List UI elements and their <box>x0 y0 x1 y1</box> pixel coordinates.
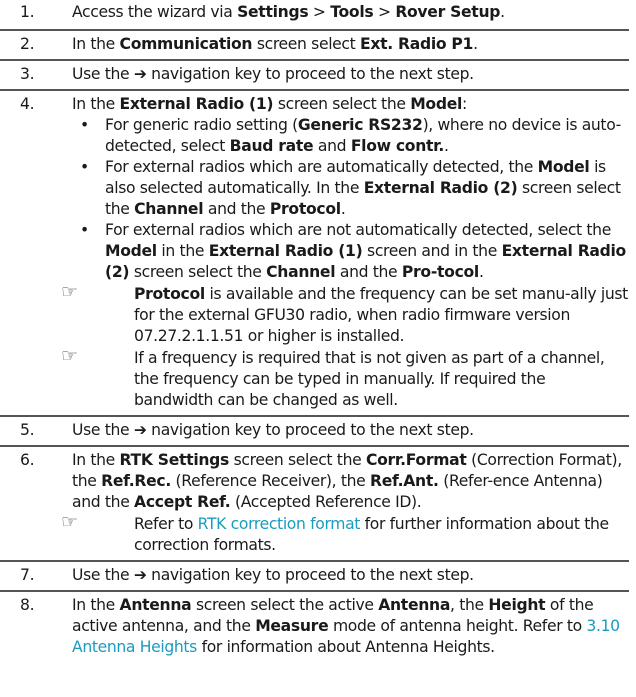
text-segment: . <box>473 35 478 53</box>
text-segment: In the <box>72 451 120 469</box>
step-body <box>72 565 628 586</box>
ui-term: Pro-tocol <box>401 263 479 281</box>
bullet-item <box>72 157 628 220</box>
text-segment: navigation key to proceed to the next step. <box>146 65 474 83</box>
text-segment: (Refer-ence Antenna) and the <box>72 472 603 511</box>
text-segment: , the <box>450 596 489 614</box>
text-segment: Use the <box>72 65 134 83</box>
bullet-icon: • <box>80 221 89 239</box>
step-text <box>72 94 628 115</box>
text-segment: For external radios which are automatically detected, the <box>105 158 538 176</box>
text-segment: navigation key to proceed to the next step. <box>146 566 474 584</box>
text-segment: (Reference Receiver), the <box>170 472 371 490</box>
ui-term: External Radio (1) <box>119 95 274 113</box>
ui-term: Corr.Format <box>365 451 467 469</box>
ui-term: Channel <box>266 263 336 281</box>
ui-term: Antenna <box>119 596 192 614</box>
step-text <box>72 450 628 513</box>
cross-reference-link[interactable]: RTK correction format <box>197 515 361 533</box>
ui-term: Baud rate <box>229 137 314 155</box>
bullet-list <box>72 115 628 283</box>
step-number: 5. <box>20 421 35 439</box>
text-segment: In the <box>72 596 120 614</box>
text-segment: screen select the <box>229 451 366 469</box>
text-segment: In the <box>72 95 120 113</box>
step-text <box>72 595 628 658</box>
step-number: 1. <box>20 3 35 21</box>
arrow-right-icon: ➔ <box>133 65 147 83</box>
ui-term: Protocol <box>269 200 341 218</box>
ui-term: Ref.Rec. <box>101 472 171 490</box>
step-body <box>61 94 628 411</box>
step-body <box>72 2 628 23</box>
text-segment: mode of antenna height. Refer to <box>328 617 587 635</box>
step-number: 4. <box>20 95 35 113</box>
text-segment: and the <box>203 200 270 218</box>
step-row <box>0 445 629 560</box>
text-segment: for further information about the correction formats. <box>134 515 609 554</box>
text-segment: screen select the <box>105 179 621 218</box>
text-segment: . <box>500 3 505 21</box>
text-segment: > <box>373 3 396 21</box>
text-segment: screen and in the <box>362 242 502 260</box>
step-row <box>0 590 629 662</box>
step-number: 6. <box>20 451 35 469</box>
text-segment: screen select the <box>273 95 411 113</box>
step-number: 8. <box>20 596 35 614</box>
ui-term: Flow contr. <box>350 137 444 155</box>
ui-term: Communication <box>119 35 253 53</box>
step-text <box>72 2 628 23</box>
pointing-hand-icon: ☞ <box>61 281 78 303</box>
text-segment: (Correction Format), the <box>72 451 622 490</box>
text-segment: navigation key to proceed to the next step. <box>146 421 474 439</box>
ui-term: Tools <box>330 3 374 21</box>
ui-term: Ref.Ant. <box>370 472 439 490</box>
step-text <box>72 420 628 441</box>
ui-term: Channel <box>134 200 204 218</box>
pointing-hand-icon: ☞ <box>61 511 78 533</box>
note <box>61 511 628 556</box>
ui-term: RTK Settings <box>119 451 230 469</box>
text-segment: and <box>313 137 351 155</box>
step-row <box>0 89 629 415</box>
text-segment: of the active antenna, and the <box>72 596 594 635</box>
ui-term: Model <box>537 158 590 176</box>
text-segment: In the <box>72 35 120 53</box>
step-body <box>61 450 628 556</box>
text-segment: . <box>478 263 484 281</box>
ui-term: Generic RS232 <box>297 116 423 134</box>
step-text <box>72 34 628 55</box>
ui-term: Measure <box>255 617 329 635</box>
bullet-item <box>72 220 628 283</box>
ui-term: Model <box>410 95 463 113</box>
text-segment: and the <box>335 263 402 281</box>
step-body <box>72 420 628 441</box>
note <box>61 345 628 411</box>
ui-term: Model <box>105 242 157 260</box>
ui-term: External Radio (2) <box>105 242 626 281</box>
text-segment: screen select the active <box>191 596 379 614</box>
step-number: 2. <box>20 35 35 53</box>
arrow-right-icon: ➔ <box>133 566 147 584</box>
text-segment: (Accepted Reference ID). <box>230 493 422 511</box>
text-segment: For generic radio setting ( <box>105 116 298 134</box>
text-segment: is available and the frequency can be set manu-ally just for the external GFU30 radio, when radio firmware version 07.27.2.1.1.51 or higher is installed. <box>134 285 628 345</box>
text-segment: ), where no device is auto-detected, select <box>105 116 621 155</box>
ui-term: Ext. Radio P1 <box>360 35 474 53</box>
step-number: 3. <box>20 65 35 83</box>
text-segment: screen select <box>252 35 361 53</box>
step-row <box>0 560 629 590</box>
ui-term: Antenna <box>378 596 451 614</box>
note <box>61 281 628 347</box>
ui-term: Protocol <box>134 285 205 303</box>
step-row <box>0 0 629 29</box>
pointing-hand-icon: ☞ <box>61 345 78 367</box>
text-segment: Access the wizard via <box>72 3 238 21</box>
text-segment: > <box>308 3 331 21</box>
step-body <box>72 64 628 85</box>
text-segment: Use the <box>72 566 134 584</box>
step-row <box>0 415 629 445</box>
text-segment: in the <box>156 242 209 260</box>
arrow-right-icon: ➔ <box>133 421 147 439</box>
text-segment: Use the <box>72 421 134 439</box>
ui-term: External Radio (2) <box>363 179 518 197</box>
step-body <box>72 595 628 658</box>
step-row <box>0 29 629 59</box>
text-segment: For external radios which are not automatically detected, select the <box>105 221 611 239</box>
text-segment: : <box>462 95 467 113</box>
bullet-icon: • <box>80 116 89 134</box>
ui-term: Accept Ref. <box>134 493 231 511</box>
step-text <box>72 565 628 586</box>
text-segment: Refer to <box>134 515 198 533</box>
step-number: 7. <box>20 566 35 584</box>
step-body <box>72 34 628 55</box>
ui-term: Height <box>488 596 546 614</box>
step-row <box>0 59 629 89</box>
ui-term: External Radio (1) <box>208 242 363 260</box>
bullet-icon: • <box>80 158 89 176</box>
step-text <box>72 64 628 85</box>
cross-reference-link[interactable]: 3.10 Antenna Heights <box>72 617 620 656</box>
text-segment: If a frequency is required that is not given as part of a channel, the frequency can be typed in manually. If required the bandwidth can be changed as well. <box>134 349 605 409</box>
text-segment: for information about Antenna Heights. <box>196 638 495 656</box>
text-segment: . <box>340 200 346 218</box>
ui-term: Rover Setup <box>395 3 501 21</box>
bullet-item <box>72 115 628 157</box>
text-segment: screen select the <box>129 263 267 281</box>
text-segment: . <box>443 137 449 155</box>
ui-term: Settings <box>237 3 309 21</box>
text-segment: is also selected automatically. In the <box>105 158 606 197</box>
